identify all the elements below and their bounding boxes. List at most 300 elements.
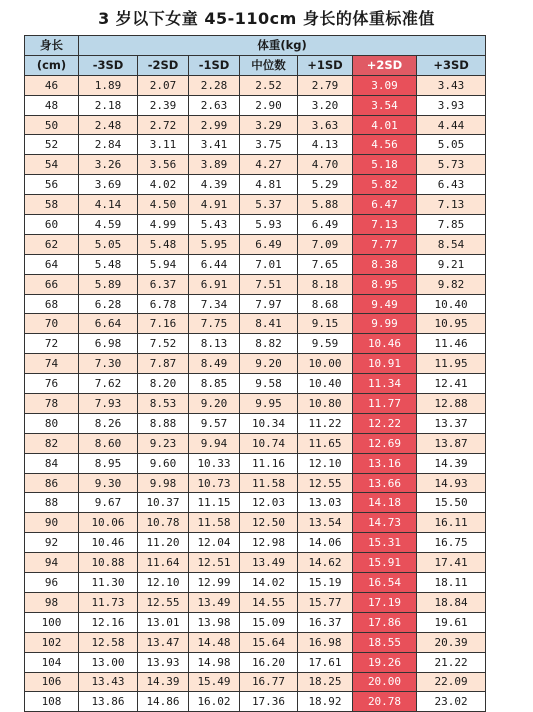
cell-minus2sd: 8.20: [138, 374, 189, 394]
table-row: [25, 433, 486, 453]
table-row: [25, 413, 486, 433]
table-row: [25, 533, 486, 553]
cell-minus1sd: 9.20: [189, 394, 240, 414]
cell-plus1sd: 13.54: [298, 513, 353, 533]
table-row: [25, 175, 486, 195]
cell-plus1sd: 14.62: [298, 553, 353, 573]
table-row: [25, 394, 486, 414]
cell-plus3sd: 10.40: [417, 294, 486, 314]
cell-plus1sd: 14.06: [298, 533, 353, 553]
cell-median: 14.55: [240, 592, 298, 612]
cell-plus2sd: 12.22: [353, 413, 417, 433]
cell-plus1sd: 3.63: [298, 115, 353, 135]
cell-minus3sd: 8.60: [79, 433, 138, 453]
table-row: [25, 215, 486, 235]
cell-height: 98: [25, 592, 79, 612]
cell-plus2sd: 9.49: [353, 294, 417, 314]
cell-plus1sd: 2.79: [298, 75, 353, 95]
cell-minus2sd: 12.10: [138, 573, 189, 593]
cell-minus3sd: 2.18: [79, 95, 138, 115]
cell-minus3sd: 2.48: [79, 115, 138, 135]
cell-height: 76: [25, 374, 79, 394]
cell-plus2sd: 6.47: [353, 195, 417, 215]
cell-minus1sd: 12.51: [189, 553, 240, 573]
cell-minus1sd: 10.33: [189, 453, 240, 473]
cell-minus1sd: 14.48: [189, 632, 240, 652]
cell-height: 54: [25, 155, 79, 175]
cell-plus3sd: 16.75: [417, 533, 486, 553]
cell-minus2sd: 13.47: [138, 632, 189, 652]
cell-plus3sd: 9.82: [417, 274, 486, 294]
height-header-label: 身长: [25, 36, 79, 56]
table-row: [25, 374, 486, 394]
table-header: [25, 36, 486, 76]
cell-minus3sd: 3.26: [79, 155, 138, 175]
cell-minus3sd: 11.73: [79, 592, 138, 612]
cell-height: 106: [25, 672, 79, 692]
cell-minus1sd: 3.89: [189, 155, 240, 175]
cell-median: 12.98: [240, 533, 298, 553]
weight-standard-table: [24, 35, 486, 712]
cell-median: 4.81: [240, 175, 298, 195]
cell-plus2sd: 13.66: [353, 473, 417, 493]
cell-height: 66: [25, 274, 79, 294]
cell-plus3sd: 20.39: [417, 632, 486, 652]
cell-plus3sd: 9.21: [417, 254, 486, 274]
cell-median: 5.93: [240, 215, 298, 235]
cell-minus2sd: 11.64: [138, 553, 189, 573]
table-row: [25, 493, 486, 513]
cell-minus3sd: 12.58: [79, 632, 138, 652]
cell-plus2sd: 14.18: [353, 493, 417, 513]
cell-plus2sd: 13.16: [353, 453, 417, 473]
column-header-minus2sd: -2SD: [138, 55, 189, 75]
column-header-plus2sd: +2SD: [353, 55, 417, 75]
column-header-minus3sd: -3SD: [79, 55, 138, 75]
cell-height: 86: [25, 473, 79, 493]
cell-median: 12.50: [240, 513, 298, 533]
cell-height: 52: [25, 135, 79, 155]
cell-minus3sd: 4.14: [79, 195, 138, 215]
page-title: 3 岁以下女童 45-110cm 身长的体重标准值: [98, 9, 435, 28]
cell-height: 108: [25, 692, 79, 712]
cell-minus1sd: 2.63: [189, 95, 240, 115]
table-row: [25, 334, 486, 354]
cell-plus1sd: 11.65: [298, 433, 353, 453]
cell-height: 62: [25, 234, 79, 254]
table-row: [25, 234, 486, 254]
cell-plus2sd: 12.69: [353, 433, 417, 453]
cell-minus3sd: 5.48: [79, 254, 138, 274]
column-header-minus1sd: -1SD: [189, 55, 240, 75]
cell-median: 12.03: [240, 493, 298, 513]
cell-median: 16.77: [240, 672, 298, 692]
column-header-median: 中位数: [240, 55, 298, 75]
table-row: [25, 95, 486, 115]
header-row-columns: [25, 55, 486, 75]
cell-plus2sd: 3.09: [353, 75, 417, 95]
cell-minus3sd: 12.16: [79, 612, 138, 632]
cell-median: 10.34: [240, 413, 298, 433]
cell-height: 104: [25, 652, 79, 672]
cell-minus3sd: 7.62: [79, 374, 138, 394]
table-row: [25, 314, 486, 334]
cell-plus1sd: 10.80: [298, 394, 353, 414]
cell-minus1sd: 5.95: [189, 234, 240, 254]
table-row: [25, 354, 486, 374]
cell-minus1sd: 7.34: [189, 294, 240, 314]
cell-minus2sd: 10.37: [138, 493, 189, 513]
cell-plus1sd: 8.68: [298, 294, 353, 314]
cell-minus2sd: 7.87: [138, 354, 189, 374]
cell-minus1sd: 4.39: [189, 175, 240, 195]
cell-minus1sd: 10.73: [189, 473, 240, 493]
cell-plus1sd: 9.15: [298, 314, 353, 334]
cell-plus1sd: 8.18: [298, 274, 353, 294]
cell-minus1sd: 9.94: [189, 433, 240, 453]
weight-header-label: 体重(kg): [79, 36, 486, 56]
table-row: [25, 75, 486, 95]
cell-minus1sd: 9.57: [189, 413, 240, 433]
column-header-plus3sd: +3SD: [417, 55, 486, 75]
cell-plus2sd: 5.18: [353, 155, 417, 175]
cell-minus1sd: 11.15: [189, 493, 240, 513]
cell-plus2sd: 9.99: [353, 314, 417, 334]
table-body: [25, 75, 486, 712]
cell-plus2sd: 10.91: [353, 354, 417, 374]
cell-minus2sd: 3.56: [138, 155, 189, 175]
cell-plus2sd: 19.26: [353, 652, 417, 672]
cell-plus2sd: 8.38: [353, 254, 417, 274]
cell-minus1sd: 8.49: [189, 354, 240, 374]
cell-height: 80: [25, 413, 79, 433]
cell-median: 7.97: [240, 294, 298, 314]
cell-minus3sd: 6.28: [79, 294, 138, 314]
cell-plus1sd: 5.29: [298, 175, 353, 195]
cell-minus2sd: 5.94: [138, 254, 189, 274]
cell-plus3sd: 11.95: [417, 354, 486, 374]
cell-plus3sd: 8.54: [417, 234, 486, 254]
cell-minus1sd: 8.85: [189, 374, 240, 394]
cell-plus2sd: 7.77: [353, 234, 417, 254]
cell-minus3sd: 10.46: [79, 533, 138, 553]
table-row: [25, 155, 486, 175]
cell-height: 84: [25, 453, 79, 473]
cell-minus2sd: 6.78: [138, 294, 189, 314]
cell-plus3sd: 7.85: [417, 215, 486, 235]
cell-minus2sd: 7.52: [138, 334, 189, 354]
cell-median: 10.74: [240, 433, 298, 453]
cell-minus3sd: 13.43: [79, 672, 138, 692]
cell-minus2sd: 7.16: [138, 314, 189, 334]
cell-minus1sd: 15.49: [189, 672, 240, 692]
cell-height: 78: [25, 394, 79, 414]
cell-plus2sd: 15.31: [353, 533, 417, 553]
cell-plus2sd: 14.73: [353, 513, 417, 533]
cell-plus3sd: 14.93: [417, 473, 486, 493]
height-unit-label: (cm): [25, 55, 79, 75]
cell-height: 50: [25, 115, 79, 135]
cell-median: 3.29: [240, 115, 298, 135]
cell-plus3sd: 6.43: [417, 175, 486, 195]
cell-minus2sd: 2.07: [138, 75, 189, 95]
cell-plus1sd: 15.77: [298, 592, 353, 612]
cell-height: 96: [25, 573, 79, 593]
cell-plus3sd: 18.84: [417, 592, 486, 612]
cell-plus3sd: 19.61: [417, 612, 486, 632]
cell-minus2sd: 12.55: [138, 592, 189, 612]
cell-height: 82: [25, 433, 79, 453]
cell-minus3sd: 1.89: [79, 75, 138, 95]
cell-median: 14.02: [240, 573, 298, 593]
cell-plus3sd: 15.50: [417, 493, 486, 513]
cell-minus2sd: 9.23: [138, 433, 189, 453]
cell-minus1sd: 4.91: [189, 195, 240, 215]
cell-minus2sd: 13.93: [138, 652, 189, 672]
table-row: [25, 592, 486, 612]
cell-plus2sd: 7.13: [353, 215, 417, 235]
cell-minus3sd: 6.64: [79, 314, 138, 334]
header-row-top: [25, 36, 486, 56]
cell-height: 48: [25, 95, 79, 115]
cell-minus1sd: 13.49: [189, 592, 240, 612]
cell-plus3sd: 5.05: [417, 135, 486, 155]
cell-plus3sd: 17.41: [417, 553, 486, 573]
cell-minus1sd: 13.98: [189, 612, 240, 632]
cell-minus3sd: 9.30: [79, 473, 138, 493]
cell-minus2sd: 9.98: [138, 473, 189, 493]
cell-plus1sd: 5.88: [298, 195, 353, 215]
cell-plus2sd: 20.00: [353, 672, 417, 692]
cell-minus1sd: 5.43: [189, 215, 240, 235]
cell-minus1sd: 16.02: [189, 692, 240, 712]
cell-median: 7.51: [240, 274, 298, 294]
cell-height: 64: [25, 254, 79, 274]
cell-minus2sd: 11.20: [138, 533, 189, 553]
cell-plus3sd: 18.11: [417, 573, 486, 593]
cell-minus2sd: 6.37: [138, 274, 189, 294]
cell-plus2sd: 11.34: [353, 374, 417, 394]
cell-median: 9.20: [240, 354, 298, 374]
cell-minus3sd: 8.95: [79, 453, 138, 473]
table-row: [25, 453, 486, 473]
cell-plus1sd: 13.03: [298, 493, 353, 513]
cell-minus3sd: 5.05: [79, 234, 138, 254]
cell-median: 7.01: [240, 254, 298, 274]
cell-plus1sd: 15.19: [298, 573, 353, 593]
cell-plus3sd: 22.09: [417, 672, 486, 692]
cell-minus2sd: 4.02: [138, 175, 189, 195]
cell-plus2sd: 17.86: [353, 612, 417, 632]
cell-height: 68: [25, 294, 79, 314]
cell-minus3sd: 11.30: [79, 573, 138, 593]
cell-plus1sd: 17.61: [298, 652, 353, 672]
table-row: [25, 573, 486, 593]
cell-median: 15.64: [240, 632, 298, 652]
cell-plus3sd: 11.46: [417, 334, 486, 354]
cell-height: 90: [25, 513, 79, 533]
cell-median: 2.52: [240, 75, 298, 95]
cell-minus1sd: 2.28: [189, 75, 240, 95]
cell-plus1sd: 12.10: [298, 453, 353, 473]
cell-minus3sd: 4.59: [79, 215, 138, 235]
cell-plus2sd: 4.56: [353, 135, 417, 155]
cell-minus2sd: 3.11: [138, 135, 189, 155]
cell-minus1sd: 14.98: [189, 652, 240, 672]
cell-plus1sd: 12.55: [298, 473, 353, 493]
table-row: [25, 473, 486, 493]
cell-median: 5.37: [240, 195, 298, 215]
table-row: [25, 115, 486, 135]
cell-height: 58: [25, 195, 79, 215]
cell-minus2sd: 4.50: [138, 195, 189, 215]
cell-plus2sd: 11.77: [353, 394, 417, 414]
table-row: [25, 553, 486, 573]
cell-plus1sd: 3.20: [298, 95, 353, 115]
cell-minus3sd: 7.30: [79, 354, 138, 374]
cell-minus2sd: 8.88: [138, 413, 189, 433]
cell-plus3sd: 13.37: [417, 413, 486, 433]
cell-plus3sd: 5.73: [417, 155, 486, 175]
cell-median: 3.75: [240, 135, 298, 155]
cell-plus2sd: 5.82: [353, 175, 417, 195]
cell-plus1sd: 18.25: [298, 672, 353, 692]
cell-plus2sd: 15.91: [353, 553, 417, 573]
cell-height: 92: [25, 533, 79, 553]
cell-minus1sd: 2.99: [189, 115, 240, 135]
table-row: [25, 632, 486, 652]
cell-plus1sd: 7.09: [298, 234, 353, 254]
cell-minus1sd: 12.99: [189, 573, 240, 593]
cell-height: 94: [25, 553, 79, 573]
cell-plus3sd: 12.41: [417, 374, 486, 394]
cell-plus3sd: 4.44: [417, 115, 486, 135]
cell-minus1sd: 7.75: [189, 314, 240, 334]
cell-median: 9.95: [240, 394, 298, 414]
cell-height: 102: [25, 632, 79, 652]
cell-minus3sd: 8.26: [79, 413, 138, 433]
table-row: [25, 274, 486, 294]
table-row: [25, 672, 486, 692]
cell-plus1sd: 7.65: [298, 254, 353, 274]
cell-plus1sd: 16.37: [298, 612, 353, 632]
cell-plus2sd: 18.55: [353, 632, 417, 652]
cell-median: 17.36: [240, 692, 298, 712]
cell-height: 74: [25, 354, 79, 374]
cell-minus2sd: 14.39: [138, 672, 189, 692]
cell-minus2sd: 14.86: [138, 692, 189, 712]
cell-median: 11.16: [240, 453, 298, 473]
cell-median: 9.58: [240, 374, 298, 394]
cell-median: 11.58: [240, 473, 298, 493]
cell-median: 15.09: [240, 612, 298, 632]
cell-minus2sd: 2.72: [138, 115, 189, 135]
cell-plus1sd: 16.98: [298, 632, 353, 652]
cell-minus3sd: 7.93: [79, 394, 138, 414]
cell-plus2sd: 8.95: [353, 274, 417, 294]
cell-minus2sd: 13.01: [138, 612, 189, 632]
cell-minus3sd: 6.98: [79, 334, 138, 354]
cell-minus3sd: 13.00: [79, 652, 138, 672]
cell-height: 100: [25, 612, 79, 632]
table-row: [25, 294, 486, 314]
cell-height: 46: [25, 75, 79, 95]
cell-plus1sd: 4.70: [298, 155, 353, 175]
cell-minus2sd: 5.48: [138, 234, 189, 254]
table-row: [25, 652, 486, 672]
cell-minus1sd: 12.04: [189, 533, 240, 553]
cell-plus3sd: 10.95: [417, 314, 486, 334]
cell-plus1sd: 4.13: [298, 135, 353, 155]
cell-minus1sd: 6.44: [189, 254, 240, 274]
table-row: [25, 254, 486, 274]
cell-plus2sd: 17.19: [353, 592, 417, 612]
cell-median: 2.90: [240, 95, 298, 115]
cell-minus2sd: 4.99: [138, 215, 189, 235]
cell-minus3sd: 5.89: [79, 274, 138, 294]
cell-median: 4.27: [240, 155, 298, 175]
cell-minus3sd: 10.88: [79, 553, 138, 573]
cell-plus2sd: 10.46: [353, 334, 417, 354]
cell-minus3sd: 13.86: [79, 692, 138, 712]
cell-median: 6.49: [240, 234, 298, 254]
cell-plus3sd: 21.22: [417, 652, 486, 672]
cell-height: 60: [25, 215, 79, 235]
cell-height: 72: [25, 334, 79, 354]
cell-plus3sd: 13.87: [417, 433, 486, 453]
cell-plus2sd: 4.01: [353, 115, 417, 135]
cell-median: 13.49: [240, 553, 298, 573]
table-row: [25, 195, 486, 215]
cell-median: 16.20: [240, 652, 298, 672]
cell-plus1sd: 6.49: [298, 215, 353, 235]
cell-plus2sd: 16.54: [353, 573, 417, 593]
cell-plus3sd: 12.88: [417, 394, 486, 414]
cell-plus2sd: 3.54: [353, 95, 417, 115]
cell-minus2sd: 10.78: [138, 513, 189, 533]
cell-minus3sd: 2.84: [79, 135, 138, 155]
column-header-plus1sd: +1SD: [298, 55, 353, 75]
cell-plus1sd: 10.40: [298, 374, 353, 394]
cell-plus1sd: 10.00: [298, 354, 353, 374]
cell-minus2sd: 8.53: [138, 394, 189, 414]
table-row: [25, 612, 486, 632]
cell-plus3sd: 14.39: [417, 453, 486, 473]
cell-minus3sd: 9.67: [79, 493, 138, 513]
cell-plus3sd: 16.11: [417, 513, 486, 533]
cell-median: 8.41: [240, 314, 298, 334]
cell-plus3sd: 23.02: [417, 692, 486, 712]
cell-plus1sd: 11.22: [298, 413, 353, 433]
cell-height: 56: [25, 175, 79, 195]
cell-plus3sd: 7.13: [417, 195, 486, 215]
cell-minus1sd: 11.58: [189, 513, 240, 533]
cell-plus1sd: 9.59: [298, 334, 353, 354]
cell-height: 70: [25, 314, 79, 334]
cell-minus3sd: 10.06: [79, 513, 138, 533]
table-row: [25, 135, 486, 155]
cell-median: 8.82: [240, 334, 298, 354]
cell-plus2sd: 20.78: [353, 692, 417, 712]
cell-minus1sd: 3.41: [189, 135, 240, 155]
cell-minus3sd: 3.69: [79, 175, 138, 195]
cell-minus2sd: 2.39: [138, 95, 189, 115]
cell-minus1sd: 6.91: [189, 274, 240, 294]
cell-plus1sd: 18.92: [298, 692, 353, 712]
cell-minus2sd: 9.60: [138, 453, 189, 473]
cell-plus3sd: 3.43: [417, 75, 486, 95]
cell-height: 88: [25, 493, 79, 513]
